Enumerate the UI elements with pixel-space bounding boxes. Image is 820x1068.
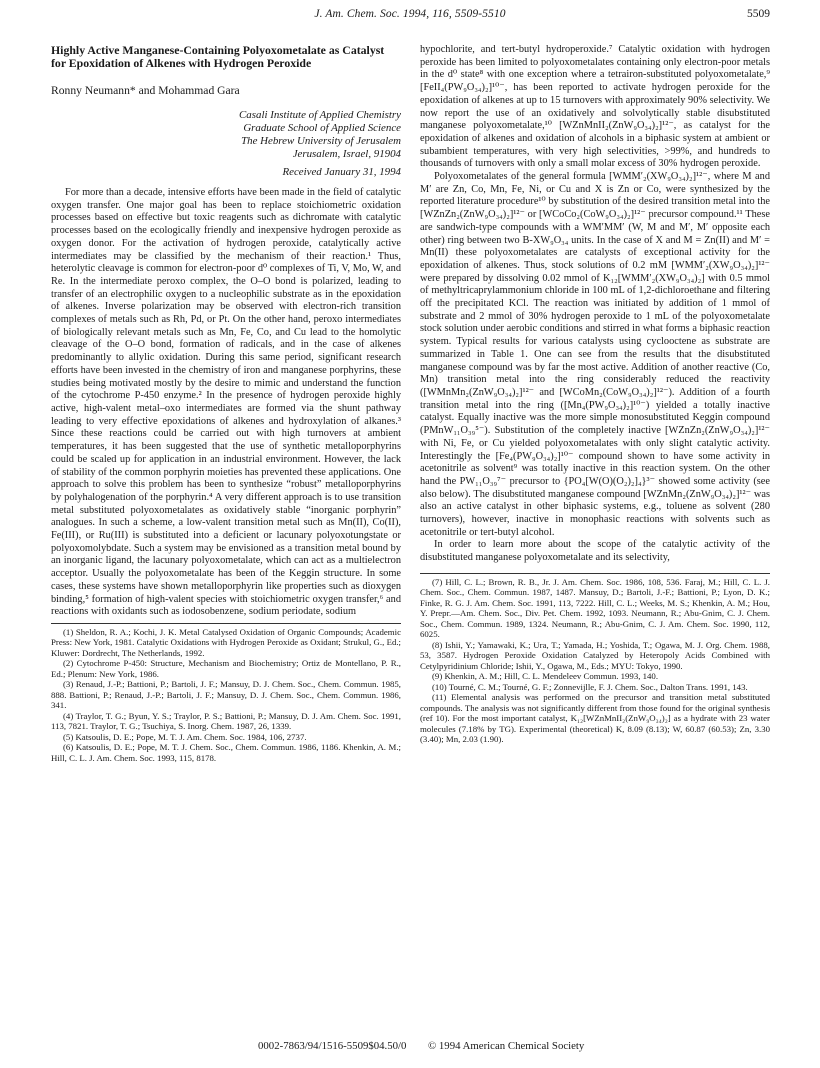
body-paragraph: Polyoxometalates of the general formula [WMM′₂(XW₉O₃₄)₂]¹²⁻, where M and M′ are Zn, Co, Mn, Fe, Ni, or Cu and X is Zn or Co, were synthesized by the reported literature procedure¹⁰ by substitution of the desired transition metal into the [WZnZn₂(ZnW₉O₃₄)₂]¹²⁻ or [WCoCo₂(CoW₉O₃₄)₂]¹²⁻ precursor compound.¹¹ These are sandwich-type compounds with a WM′MM′ (W, M and M′, M′ opposite each other) ring between two B-XW₉O₃₄ units. In the case of X and M = Zn(II) and M′ = Mn(II) these polyoxometalates are catalysts of exceptional activity for the epoxidation of alkenes. Thus, stock solutions of 0.2 mM [WMM′₂(XW₉O₃₄)₂]¹²⁻ were prepared by dissolving 0.02 mmol of K₁₂[WMM′₂(XW₉O₃₄)₂] with 0.5 mmol of methyltricaprylammonium chloride in 100 mL of 1,2-dichloroethane and filtering off the precipitated KCl. The reaction was initiated by addition of 1 mmol of substrate and 2 mmol of 30% hydrogen peroxide to 1 mL of the polyoxometalate stock solution under aerobic conditions and stirred in what forms a biphasic reaction system. Typical results for various catalysts using cyclooctene as substrate are summarized in Table 1. One can see from the results that the disubstituted manganese compound was by far the most active. Addition of another reactive (Co, Mn) transition metal into the ring considerably reduced the reactivity ([WMnMn₂(ZnW₉O₃₄)₂]¹²⁻ and [WCoMn₂(CoW₉O₃₄)₂]¹²⁻). Addition of a fourth transition metal into the ring ([Mn₄(PW₉O₃₄)₂]¹⁰⁻) yielded a totally inactive catalyst. Equally inactive was the more simple monosubstituted Keggin compound (PMnW₁₁O₃₉⁵⁻). Substitution of the completely inactive [WZnZn₂(ZnW₉O₃₄)₂]¹²⁻ with Ni, Fe, or Cu yielded polyoxometalates with only slight catalytic activity. Interestingly the [Fe₄(PW₉O₃₄)₂]¹⁰⁻ compound shown to have some activity in acetonitrile as solvent⁹ was totally inactive in this reaction system. On the other hand the PW₁₁O₃₉⁷⁻ precursor to {PO₄[W(O)(O₂)₂]₄}³⁻ showed some activity (see also below). The disubstituted manganese compound [WZnMn₂(ZnW₉O₃₄)₂]¹²⁻ was also an active catalyst in other biphasic systems, e.g., toluene as solvent (280 turnovers), however, inactive in monophasic reactions with solvents such as acetonitrile or tert-butyl alcohol. xyxy=(420,171,770,538)
footnote-divider xyxy=(51,623,401,624)
footnote: (6) Katsoulis, D. E.; Pope, M. T. J. Chem. Soc., Chem. Commun. 1986, 1186. Khenkin, A. M.; Hill, C. L. J. Am. Chem. Soc. 1993, 115, 8178. xyxy=(51,742,401,763)
body-paragraph: hypochlorite, and tert-butyl hydroperoxide.⁷ Catalytic oxidation with hydrogen peroxide has been limited to polyoxometalates containing only electron-poor metals in the d⁰ state⁸ with one exception where a tetrairon-substituted polyoxometalate,⁹ [FeII₄(PW₉O₃₄)₂]¹⁰⁻, has been reported to activate hydrogen peroxide for the epoxidation of alkenes at up to 15 turnovers with approximately 90% selectivity. We now report the use of an oxidatively and solvolytically stable disubstituted manganese polyoxometalate,¹⁰ [WZnMnII₂(ZnW₉O₃₄)₂]¹²⁻, as catalyst for the epoxidation of alkenes and oxidation of alcohols in a biphasic system at ambient or subambient temperatures, with very high selectivities, >99%, and hundreds to thousands of turnovers with only a small molar excess of 30% hydrogen peroxide. xyxy=(420,44,770,170)
affiliation xyxy=(51,109,401,162)
right-column xyxy=(420,44,770,745)
body-paragraph: In order to learn more about the scope of the catalytic activity of the disubstituted manganese polyoxometalate and its selectivity, xyxy=(420,539,770,564)
received-date: Received January 31, 1994 xyxy=(282,166,401,179)
affiliation-line: Casali Institute of Applied Chemistry xyxy=(239,108,401,121)
footnote: (10) Tourné, C. M.; Tourné, G. F.; Zonnevijlle, F. J. Chem. Soc., Dalton Trans. 1991, 143. xyxy=(432,681,748,692)
page-number: 5509 xyxy=(747,8,770,20)
affiliation-line: Graduate School of Applied Science xyxy=(243,121,401,134)
footnote: (2) Cytochrome P-450: Structure, Mechanism and Biochemistry; Ortiz de Montellano, P. R., Ed.; Plenum: New York, 1986. xyxy=(51,658,401,679)
footnote: (8) Ishii, Y.; Yamawaki, K.; Ura, T.; Yamada, H.; Yoshida, T.; Ogawa, M. J. Org. Chem. 1988, 53, 3587. Hydrogen Peroxide Oxidation Catalyzed by Heteropoly Acids Combined with Cetylpyridinium Chloride; Ishii, Y., Ogawa, M., Eds.; MYU: Tokyo, 1990. xyxy=(420,639,770,671)
footnote: (3) Renaud, J.-P.; Battioni, P.; Bartoli, J. F.; Mansuy, D. J. Chem. Soc., Chem. Commun. 1985, 888. Battioni, P.; Renaud, J.-P.; Bartoli, J. F.; Mansuy, D. J. Chem. Soc., Chem. Commun. 1986, 341. xyxy=(51,679,401,711)
affiliation-line: Jerusalem, Israel, 91904 xyxy=(292,148,401,161)
running-header: J. Am. Chem. Soc. 1994, 116, 5509-5510 xyxy=(314,8,506,20)
body-paragraph: For more than a decade, intensive efforts have been made in the field of catalytic oxygen transfer. One major goal has been to replace stoichiometric oxidation processes based on effective but toxic reagents such as dichromate with catalytic processes based on the ecologically friendly and inexpensive hydrogen peroxide as oxygen donor. For the activation of hydrogen peroxide, catalytically active intermediates may be classified by the mechanism of their reaction.¹ Thus, heterolytic cleavage is common for electron-poor d⁰ complexes of Ti, V, Mo, W, and Re. In the intermediate peroxo complex, the O–O bond is polarized, leading to transfer of an electrophilic oxygen to a nucleophilic substrate as in the epoxidation of alkenes. Inverse polarization may be observed with electron-rich transition complexes of metals such as Rh, Pd, or Pt. On the other hand, peroxo intermediates of biologically relevant metals such as Mn, Fe, Co, and Cu lead to the homolytic cleavage of the O–O bond, formation of radicals, and in the case of alkenes predominantly to allylic oxidation. During this same period, significant research efforts have been invested in the chemistry of iron and manganese porphyrins, these studies being motivated mostly by the desire to mimic and understand the function of the cytochrome P-450 enzyme.² In the presence of hydrogen peroxide highly active, high-valent metal–oxo intermediates are formed via the shunt pathway leading to very effective epoxidations of alkenes and hydroxylation of alkanes.³ Since these reactions could be carried out with high turnovers at ambient temperatures, it has been suggested that the use of synthetic metalloporphyrins could be scaled up for application in an industrial environment. However, the lack of stability of the common porphyrin moieties has prevented these applications. One approach to solve this problem has been to synthesize “robust” metalloporphyrins by polyhalogenation of the porphyrin.⁴ A very different approach is to use transition metal substituted polyoxometalates as oxidatively stable “inorganic porphyrin” analogues. In such a scheme, a low-valent transition metal such as Mn(II), Co(II), Fe(III), or Ru(III) is substituted into a deficient or lacunary polyoxotungstate or polyoxomolybdate. Such a system may be envisioned as a transition metal bound by an inorganic ligand, the lacunary polyoxometalate, which can act as a multielectron acceptor. Usually the polyoxometalate has been of the Keggin structure. In some cases, these systems have shown metalloporphyrin like properties such as dioxygen binding,⁵ formation of high-valent species with stoichiometric oxygen transfer,⁶ and reactions with oxidants such as iodosobenzene, sodium periodate, sodium xyxy=(51,187,401,618)
footnote: (9) Khenkin, A. M.; Hill, C. L. Mendeleev Commun. 1993, 140. xyxy=(432,671,659,682)
affiliation-line: The Hebrew University of Jerusalem xyxy=(241,134,401,147)
article-code: 0002-7863/94/1516-5509$04.50/0 xyxy=(258,1040,407,1052)
footnote: (4) Traylor, T. G.; Byun, Y. S.; Traylor, P. S.; Battioni, P.; Mansuy, D. J. Am. Chem. Soc. 1991, 113, 7821. Traylor, T. G.; Tsuchiya, S. Inorg. Chem. 1987, 26, 1339. xyxy=(51,710,401,732)
copyright: © 1994 American Chemical Society xyxy=(428,1040,585,1052)
footnote-divider xyxy=(420,573,770,574)
left-column xyxy=(51,44,401,763)
footnote: (1) Sheldon, R. A.; Kochi, J. K. Metal Catalysed Oxidation of Organic Compounds; Academic Press: New York, 1981. Catalytic Oxidations with Hydrogen Peroxide as Oxidant; Strukul, G., Ed.; Kluwer: Dordrecht, The Netherlands, 1992. xyxy=(51,626,401,658)
right-footnotes xyxy=(420,577,770,745)
footnote: (7) Hill, C. L.; Brown, R. B., Jr. J. Am. Chem. Soc. 1986, 108, 536. Faraj, M.; Hill, C. L. J. Chem. Soc., Chem. Commun. 1987, 1487. Mansuy, D.; Bartoli, J.-F.; Battioni, P.; Lyon, D. K.; Finke, R. G. J. Am. Chem. Soc. 1991, 113, 7222. Hill, C. L.; Weeks, M. S.; Khenkin, A. M.; Hou, Y. Prepr.—Am. Chem. Soc., Div. Pet. Chem. 1992, 1093. Neumann, R.; Abu-Gnim, C. J. Chem. Soc., Chem. Commun. 1989, 1324. Neumann, R.; Abu-Gnim, C. J. Am. Chem. Soc. 1990, 112, 6025. xyxy=(420,576,770,640)
footnote: (5) Katsoulis, D. E.; Pope, M. T. J. Am. Chem. Soc. 1984, 106, 2737. xyxy=(63,731,307,742)
article-authors: Ronny Neumann* and Mohammad Gara xyxy=(51,83,240,97)
left-footnotes xyxy=(51,627,401,764)
footnote: (11) Elemental analysis was performed on the precursor and transition metal substituted compounds. The analysis was not significantly different from those found for the original synthesis (ref 10). For the most important catalyst, K₁₂[WZnMnII₂(ZnW₉O₃₄)₂] as a hydrate with 23 water molecules (7.18% by TG). Experimental (theoretical) K, 8.09 (8.13); W, 60.87 (60.53); Zn, 3.30 (3.40); Mn, 2.03 (1.90). xyxy=(420,692,770,745)
article-title: Highly Active Manganese-Containing Polyoxometalate as Catalyst for Epoxidation of Alkenes with Hydrogen Peroxide xyxy=(51,43,385,71)
